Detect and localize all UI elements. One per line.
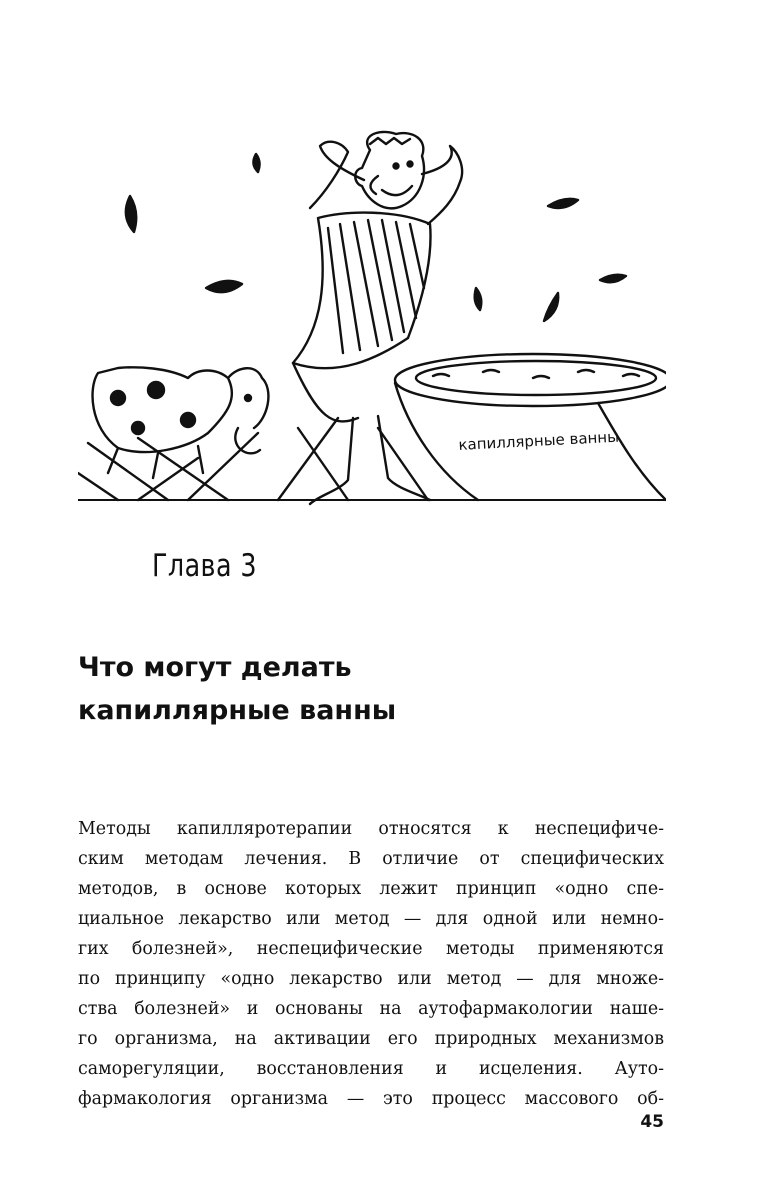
body-line: гих болезней», неспецифические методы применяются [78,939,664,959]
body-line: фармакология организма — это процесс массового об- [78,1089,664,1109]
body-line: методов, в основе которых лежит принцип «одно спе- [78,879,664,899]
page-number: 45 [640,1112,664,1132]
body-line: по принципу «одно лекарство или метод — для множе- [78,969,664,989]
chapter-title-line: капиллярные ванны [78,695,397,726]
chapter-label: Глава 3 [152,548,258,584]
body-line: Методы капилляротерапии относятся к неспецифиче- [78,819,664,839]
chapter-title [78,646,396,732]
body-paragraph [78,814,664,1114]
body-line: ства болезней» и основаны на аутофармакологии наше- [78,999,664,1019]
body-line: циальное лекарство или метод — для одной или немно- [78,909,664,929]
chapter-illustration [78,128,666,513]
illustration-drawing [78,128,666,513]
body-line: го организма, на активации его природных механизмов [78,1029,664,1049]
chapter-title-line: Что могут делать [78,652,352,683]
illustration-caption: капиллярные ванны [458,427,620,454]
body-line: саморегуляции, восстановления и исцеления. Ауто- [78,1059,664,1079]
body-line: ским методам лечения. В отличие от специфических [78,849,664,869]
